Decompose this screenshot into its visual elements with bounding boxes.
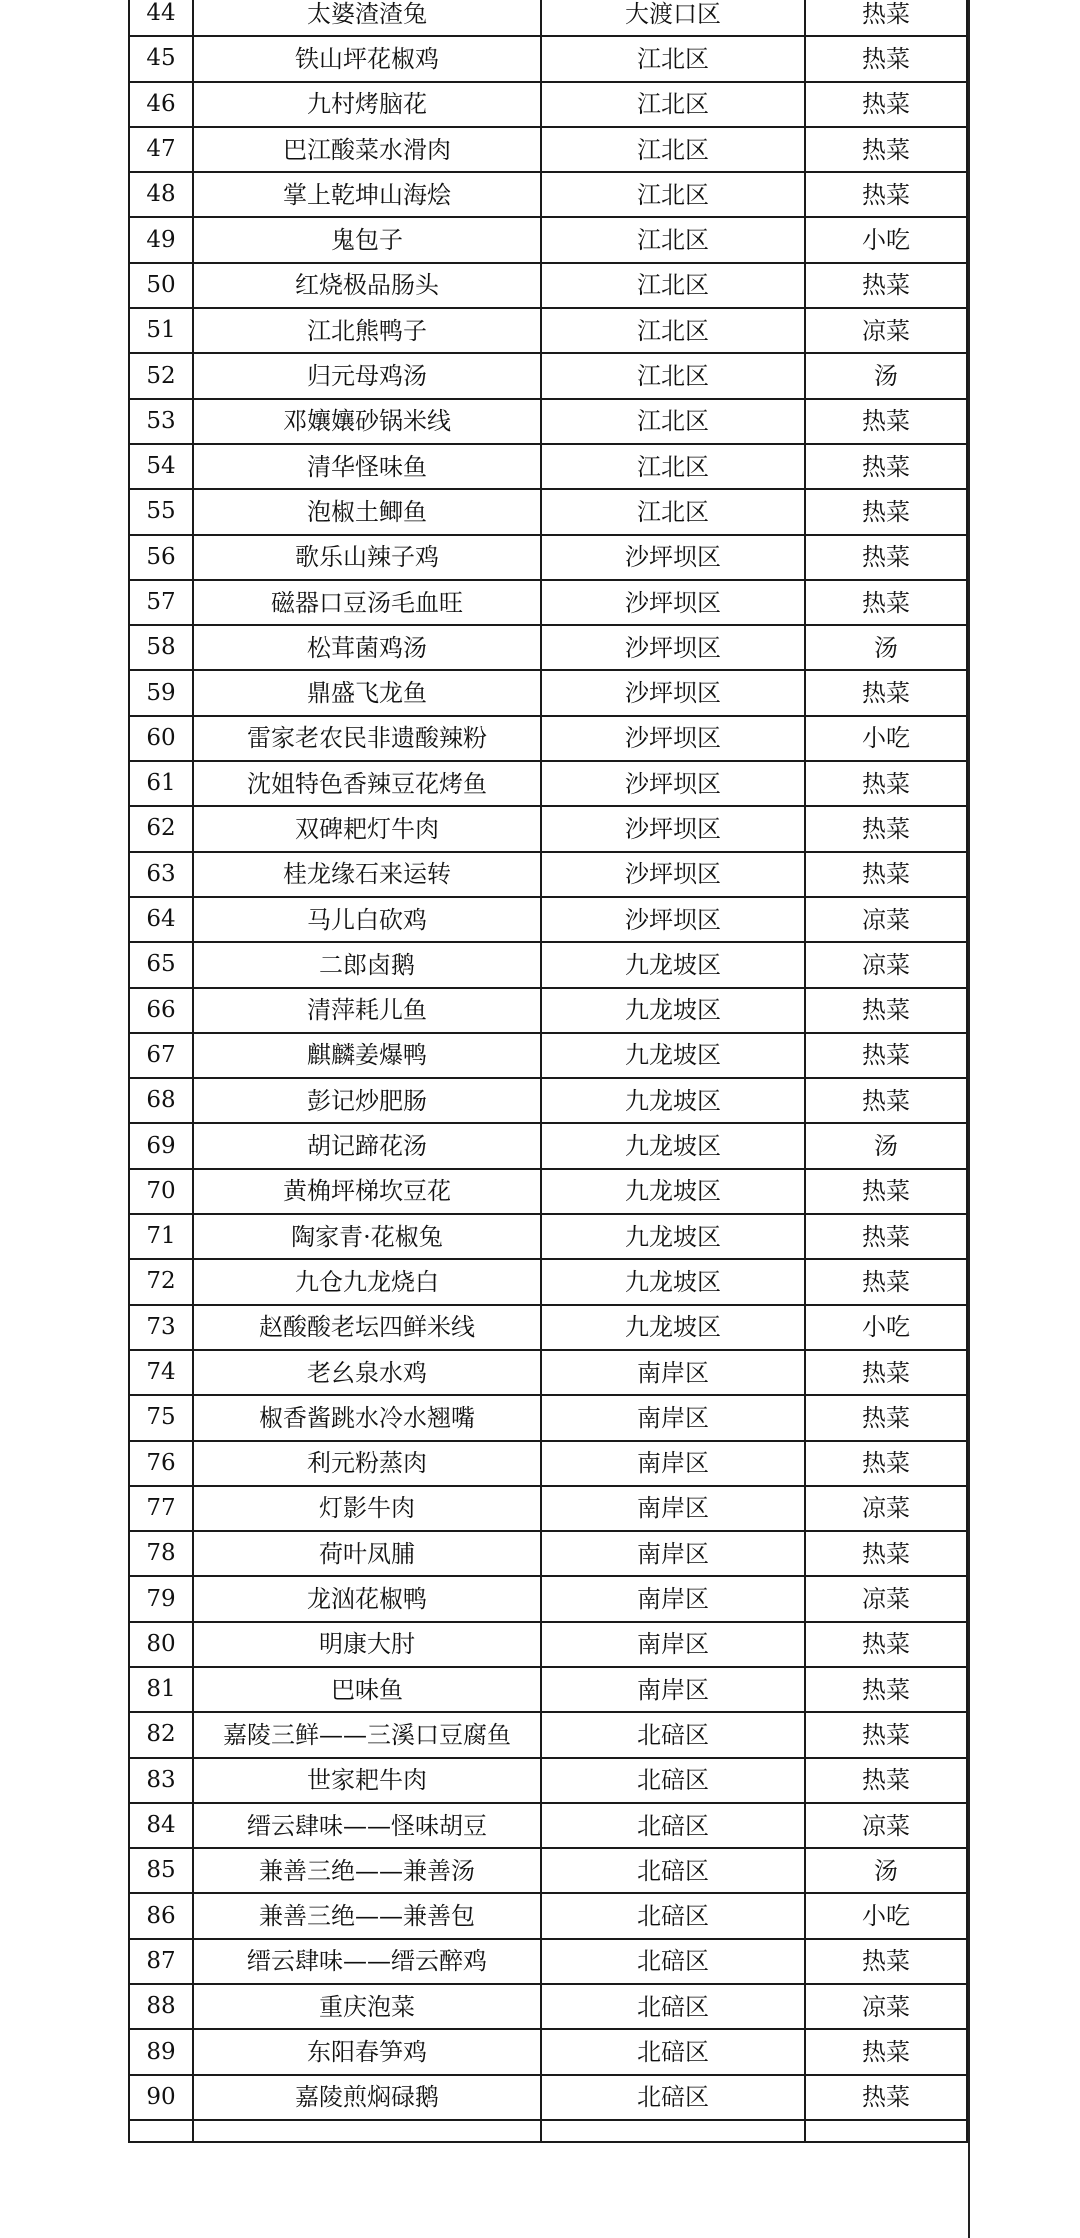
district-cell: 南岸区 bbox=[541, 1441, 805, 1486]
dish-type-cell: 热菜 bbox=[805, 761, 967, 806]
row-number-cell: 69 bbox=[129, 1123, 193, 1168]
district-cell: 江北区 bbox=[541, 444, 805, 489]
dish-type-cell: 热菜 bbox=[805, 82, 967, 127]
district-cell: 南岸区 bbox=[541, 1486, 805, 1531]
dish-type-cell: 热菜 bbox=[805, 806, 967, 851]
dish-name-cell: 鬼包子 bbox=[193, 217, 541, 262]
dish-type-cell: 热菜 bbox=[805, 1939, 967, 1984]
dish-name-cell: 清萍耗儿鱼 bbox=[193, 988, 541, 1033]
table-row bbox=[129, 172, 967, 217]
dish-name-cell: 龙汹花椒鸭 bbox=[193, 1576, 541, 1621]
district-cell: 沙坪坝区 bbox=[541, 535, 805, 580]
table-row bbox=[129, 1441, 967, 1486]
district-cell: 江北区 bbox=[541, 353, 805, 398]
row-number-cell: 59 bbox=[129, 670, 193, 715]
table-row bbox=[129, 988, 967, 1033]
dish-type-cell: 小吃 bbox=[805, 716, 967, 761]
table-row bbox=[129, 1984, 967, 2029]
district-cell: 九龙坡区 bbox=[541, 1214, 805, 1259]
dish-name-cell: 太婆渣渣兔 bbox=[193, 0, 541, 36]
dish-name-cell: 歌乐山辣子鸡 bbox=[193, 535, 541, 580]
table-row bbox=[129, 353, 967, 398]
dish-name-cell: 红烧极品肠头 bbox=[193, 263, 541, 308]
row-number-cell: 68 bbox=[129, 1078, 193, 1123]
table-row bbox=[129, 1078, 967, 1123]
row-number-cell: 86 bbox=[129, 1893, 193, 1938]
dish-name-cell: 巴江酸菜水滑肉 bbox=[193, 127, 541, 172]
district-cell: 沙坪坝区 bbox=[541, 852, 805, 897]
table-row bbox=[129, 263, 967, 308]
dish-name-cell: 明康大肘 bbox=[193, 1622, 541, 1667]
row-number-cell: 44 bbox=[129, 0, 193, 36]
dish-type-cell: 热菜 bbox=[805, 1531, 967, 1576]
table-row bbox=[129, 1259, 967, 1304]
district-cell: 九龙坡区 bbox=[541, 1305, 805, 1350]
dish-name-cell: 松茸菌鸡汤 bbox=[193, 625, 541, 670]
dish-type-cell: 热菜 bbox=[805, 1350, 967, 1395]
dish-type-cell: 热菜 bbox=[805, 535, 967, 580]
empty-cell bbox=[193, 2120, 541, 2142]
dish-type-cell: 凉菜 bbox=[805, 1576, 967, 1621]
row-number-cell: 62 bbox=[129, 806, 193, 851]
dish-type-cell: 热菜 bbox=[805, 36, 967, 81]
row-number-cell: 58 bbox=[129, 625, 193, 670]
district-cell: 九龙坡区 bbox=[541, 1033, 805, 1078]
dish-name-cell: 马儿白砍鸡 bbox=[193, 897, 541, 942]
district-cell: 九龙坡区 bbox=[541, 1169, 805, 1214]
table-row bbox=[129, 1667, 967, 1712]
district-cell: 江北区 bbox=[541, 127, 805, 172]
dish-name-cell: 陶家青·花椒兔 bbox=[193, 1214, 541, 1259]
dish-name-cell: 嘉陵三鲜——三溪口豆腐鱼 bbox=[193, 1712, 541, 1757]
dish-name-cell: 沈姐特色香辣豆花烤鱼 bbox=[193, 761, 541, 806]
district-cell: 北碚区 bbox=[541, 1758, 805, 1803]
dish-name-cell: 麒麟姜爆鸭 bbox=[193, 1033, 541, 1078]
district-cell: 北碚区 bbox=[541, 1848, 805, 1893]
district-cell: 大渡口区 bbox=[541, 0, 805, 36]
dish-name-cell: 椒香酱跳水冷水翘嘴 bbox=[193, 1395, 541, 1440]
row-number-cell: 48 bbox=[129, 172, 193, 217]
table-row bbox=[129, 1803, 967, 1848]
table-row bbox=[129, 127, 967, 172]
row-number-cell: 71 bbox=[129, 1214, 193, 1259]
dish-name-cell: 灯影牛肉 bbox=[193, 1486, 541, 1531]
row-number-cell: 46 bbox=[129, 82, 193, 127]
district-cell: 北碚区 bbox=[541, 2075, 805, 2120]
dish-type-cell: 热菜 bbox=[805, 1667, 967, 1712]
row-number-cell: 82 bbox=[129, 1712, 193, 1757]
district-cell: 南岸区 bbox=[541, 1395, 805, 1440]
empty-cell bbox=[541, 2120, 805, 2142]
row-number-cell: 78 bbox=[129, 1531, 193, 1576]
row-number-cell: 84 bbox=[129, 1803, 193, 1848]
row-number-cell: 65 bbox=[129, 942, 193, 987]
district-cell: 沙坪坝区 bbox=[541, 625, 805, 670]
dish-name-cell: 铁山坪花椒鸡 bbox=[193, 36, 541, 81]
table-row bbox=[129, 36, 967, 81]
district-cell: 沙坪坝区 bbox=[541, 806, 805, 851]
district-cell: 江北区 bbox=[541, 489, 805, 534]
district-cell: 北碚区 bbox=[541, 1712, 805, 1757]
row-number-cell: 80 bbox=[129, 1622, 193, 1667]
row-number-cell: 87 bbox=[129, 1939, 193, 1984]
dish-type-cell: 凉菜 bbox=[805, 1984, 967, 2029]
table-row bbox=[129, 1576, 967, 1621]
row-number-cell: 83 bbox=[129, 1758, 193, 1803]
district-cell: 江北区 bbox=[541, 82, 805, 127]
dish-name-cell: 东阳春笋鸡 bbox=[193, 2029, 541, 2074]
dish-type-cell: 热菜 bbox=[805, 1441, 967, 1486]
district-cell: 北碚区 bbox=[541, 1939, 805, 1984]
dish-name-cell: 江北熊鸭子 bbox=[193, 308, 541, 353]
dish-type-cell: 热菜 bbox=[805, 263, 967, 308]
dish-type-cell: 热菜 bbox=[805, 852, 967, 897]
dish-type-cell: 热菜 bbox=[805, 1395, 967, 1440]
row-number-cell: 90 bbox=[129, 2075, 193, 2120]
dish-name-cell: 兼善三绝——兼善包 bbox=[193, 1893, 541, 1938]
table-row bbox=[129, 2075, 967, 2120]
district-cell: 南岸区 bbox=[541, 1667, 805, 1712]
district-cell: 北碚区 bbox=[541, 2029, 805, 2074]
dish-name-cell: 重庆泡菜 bbox=[193, 1984, 541, 2029]
dish-name-cell: 世家耙牛肉 bbox=[193, 1758, 541, 1803]
table-row bbox=[129, 1622, 967, 1667]
district-cell: 南岸区 bbox=[541, 1531, 805, 1576]
table-row bbox=[129, 399, 967, 444]
table-row bbox=[129, 942, 967, 987]
dish-list-table bbox=[128, 0, 968, 2143]
row-number-cell: 70 bbox=[129, 1169, 193, 1214]
district-cell: 江北区 bbox=[541, 172, 805, 217]
district-cell: 沙坪坝区 bbox=[541, 716, 805, 761]
dish-name-cell: 清华怪味鱼 bbox=[193, 444, 541, 489]
table-row bbox=[129, 489, 967, 534]
dish-type-cell: 热菜 bbox=[805, 127, 967, 172]
row-number-cell: 72 bbox=[129, 1259, 193, 1304]
row-number-cell: 85 bbox=[129, 1848, 193, 1893]
dish-type-cell: 热菜 bbox=[805, 1169, 967, 1214]
row-number-cell: 76 bbox=[129, 1441, 193, 1486]
dish-type-cell: 热菜 bbox=[805, 1259, 967, 1304]
dish-name-cell: 胡记蹄花汤 bbox=[193, 1123, 541, 1168]
dish-type-cell: 热菜 bbox=[805, 489, 967, 534]
dish-type-cell: 热菜 bbox=[805, 1622, 967, 1667]
row-number-cell: 73 bbox=[129, 1305, 193, 1350]
dish-type-cell: 凉菜 bbox=[805, 308, 967, 353]
dish-type-cell: 热菜 bbox=[805, 444, 967, 489]
dish-type-cell: 汤 bbox=[805, 625, 967, 670]
district-cell: 沙坪坝区 bbox=[541, 761, 805, 806]
table-row bbox=[129, 1848, 967, 1893]
table-row bbox=[129, 897, 967, 942]
table-row bbox=[129, 1169, 967, 1214]
dish-name-cell: 嘉陵煎焖碌鹅 bbox=[193, 2075, 541, 2120]
table-row bbox=[129, 670, 967, 715]
dish-type-cell: 热菜 bbox=[805, 1758, 967, 1803]
table-row bbox=[129, 1395, 967, 1440]
row-number-cell: 63 bbox=[129, 852, 193, 897]
table-outer-border-line bbox=[968, 0, 970, 2238]
dish-name-cell: 鼎盛飞龙鱼 bbox=[193, 670, 541, 715]
district-cell: 江北区 bbox=[541, 399, 805, 444]
table-row bbox=[129, 1531, 967, 1576]
row-number-cell: 74 bbox=[129, 1350, 193, 1395]
dish-type-cell: 热菜 bbox=[805, 988, 967, 1033]
dish-name-cell: 赵酸酸老坛四鲜米线 bbox=[193, 1305, 541, 1350]
row-number-cell: 53 bbox=[129, 399, 193, 444]
district-cell: 北碚区 bbox=[541, 1803, 805, 1848]
dish-name-cell: 九村烤脑花 bbox=[193, 82, 541, 127]
row-number-cell: 79 bbox=[129, 1576, 193, 1621]
dish-name-cell: 邓孃孃砂锅米线 bbox=[193, 399, 541, 444]
dish-name-cell: 桂龙缘石来运转 bbox=[193, 852, 541, 897]
table-row bbox=[129, 1033, 967, 1078]
row-number-cell: 50 bbox=[129, 263, 193, 308]
dish-name-cell: 掌上乾坤山海烩 bbox=[193, 172, 541, 217]
dish-type-cell: 凉菜 bbox=[805, 942, 967, 987]
district-cell: 南岸区 bbox=[541, 1576, 805, 1621]
table-row bbox=[129, 308, 967, 353]
table-row bbox=[129, 1939, 967, 1984]
district-cell: 沙坪坝区 bbox=[541, 670, 805, 715]
row-number-cell: 45 bbox=[129, 36, 193, 81]
row-number-cell: 52 bbox=[129, 353, 193, 398]
dish-name-cell: 巴味鱼 bbox=[193, 1667, 541, 1712]
table-row bbox=[129, 580, 967, 625]
dish-name-cell: 缙云肆味——缙云醉鸡 bbox=[193, 1939, 541, 1984]
dish-type-cell: 汤 bbox=[805, 1848, 967, 1893]
table-row bbox=[129, 1893, 967, 1938]
row-number-cell: 75 bbox=[129, 1395, 193, 1440]
dish-type-cell: 热菜 bbox=[805, 399, 967, 444]
dish-name-cell: 兼善三绝——兼善汤 bbox=[193, 1848, 541, 1893]
dish-name-cell: 泡椒土鲫鱼 bbox=[193, 489, 541, 534]
district-cell: 南岸区 bbox=[541, 1622, 805, 1667]
dish-type-cell: 热菜 bbox=[805, 172, 967, 217]
table-row bbox=[129, 217, 967, 262]
dish-type-cell: 热菜 bbox=[805, 2075, 967, 2120]
district-cell: 九龙坡区 bbox=[541, 942, 805, 987]
row-number-cell: 89 bbox=[129, 2029, 193, 2074]
dish-name-cell: 黄桷坪梯坎豆花 bbox=[193, 1169, 541, 1214]
district-cell: 江北区 bbox=[541, 217, 805, 262]
dish-type-cell: 热菜 bbox=[805, 1712, 967, 1757]
district-cell: 北碚区 bbox=[541, 1893, 805, 1938]
dish-name-cell: 彭记炒肥肠 bbox=[193, 1078, 541, 1123]
table-row bbox=[129, 1123, 967, 1168]
table-row bbox=[129, 1305, 967, 1350]
dish-name-cell: 二郎卤鹅 bbox=[193, 942, 541, 987]
dish-type-cell: 热菜 bbox=[805, 1214, 967, 1259]
table-row-partial bbox=[129, 2120, 967, 2142]
row-number-cell: 55 bbox=[129, 489, 193, 534]
table-row bbox=[129, 444, 967, 489]
table-row bbox=[129, 806, 967, 851]
table-row bbox=[129, 1712, 967, 1757]
row-number-cell: 47 bbox=[129, 127, 193, 172]
row-number-cell: 77 bbox=[129, 1486, 193, 1531]
row-number-cell: 64 bbox=[129, 897, 193, 942]
district-cell: 南岸区 bbox=[541, 1350, 805, 1395]
table-row bbox=[129, 535, 967, 580]
row-number-cell: 51 bbox=[129, 308, 193, 353]
row-number-cell: 60 bbox=[129, 716, 193, 761]
dish-name-cell: 磁器口豆汤毛血旺 bbox=[193, 580, 541, 625]
dish-name-cell: 雷家老农民非遗酸辣粉 bbox=[193, 716, 541, 761]
row-number-cell: 54 bbox=[129, 444, 193, 489]
dish-type-cell: 热菜 bbox=[805, 1033, 967, 1078]
row-number-cell: 66 bbox=[129, 988, 193, 1033]
row-number-cell: 49 bbox=[129, 217, 193, 262]
dish-type-cell: 凉菜 bbox=[805, 1486, 967, 1531]
district-cell: 江北区 bbox=[541, 263, 805, 308]
district-cell: 九龙坡区 bbox=[541, 988, 805, 1033]
dish-name-cell: 九仓九龙烧白 bbox=[193, 1259, 541, 1304]
dish-name-cell: 利元粉蒸肉 bbox=[193, 1441, 541, 1486]
dish-type-cell: 汤 bbox=[805, 353, 967, 398]
dish-type-cell: 热菜 bbox=[805, 1078, 967, 1123]
district-cell: 九龙坡区 bbox=[541, 1123, 805, 1168]
table-row bbox=[129, 625, 967, 670]
row-number-cell: 88 bbox=[129, 1984, 193, 2029]
dish-type-cell: 热菜 bbox=[805, 670, 967, 715]
table-row bbox=[129, 761, 967, 806]
dish-name-cell: 荷叶凤脯 bbox=[193, 1531, 541, 1576]
district-cell: 沙坪坝区 bbox=[541, 897, 805, 942]
dish-type-cell: 热菜 bbox=[805, 2029, 967, 2074]
table-row bbox=[129, 1758, 967, 1803]
table-body bbox=[129, 0, 967, 2142]
table-row bbox=[129, 852, 967, 897]
dish-type-cell: 凉菜 bbox=[805, 897, 967, 942]
empty-cell bbox=[129, 2120, 193, 2142]
dish-type-cell: 汤 bbox=[805, 1123, 967, 1168]
dish-type-cell: 小吃 bbox=[805, 217, 967, 262]
district-cell: 沙坪坝区 bbox=[541, 580, 805, 625]
dish-name-cell: 老幺泉水鸡 bbox=[193, 1350, 541, 1395]
dish-type-cell: 热菜 bbox=[805, 580, 967, 625]
table-row bbox=[129, 1214, 967, 1259]
table-row bbox=[129, 0, 967, 36]
dish-type-cell: 小吃 bbox=[805, 1305, 967, 1350]
dish-type-cell: 小吃 bbox=[805, 1893, 967, 1938]
table-row bbox=[129, 2029, 967, 2074]
row-number-cell: 57 bbox=[129, 580, 193, 625]
district-cell: 北碚区 bbox=[541, 1984, 805, 2029]
dish-name-cell: 双碑耙灯牛肉 bbox=[193, 806, 541, 851]
row-number-cell: 81 bbox=[129, 1667, 193, 1712]
dish-name-cell: 归元母鸡汤 bbox=[193, 353, 541, 398]
dish-type-cell: 凉菜 bbox=[805, 1803, 967, 1848]
table-row bbox=[129, 1486, 967, 1531]
empty-cell bbox=[805, 2120, 967, 2142]
district-cell: 江北区 bbox=[541, 308, 805, 353]
row-number-cell: 61 bbox=[129, 761, 193, 806]
district-cell: 九龙坡区 bbox=[541, 1078, 805, 1123]
table-row bbox=[129, 1350, 967, 1395]
row-number-cell: 56 bbox=[129, 535, 193, 580]
table-row bbox=[129, 716, 967, 761]
table-row bbox=[129, 82, 967, 127]
district-cell: 江北区 bbox=[541, 36, 805, 81]
dish-type-cell: 热菜 bbox=[805, 0, 967, 36]
row-number-cell: 67 bbox=[129, 1033, 193, 1078]
dish-name-cell: 缙云肆味——怪味胡豆 bbox=[193, 1803, 541, 1848]
district-cell: 九龙坡区 bbox=[541, 1259, 805, 1304]
